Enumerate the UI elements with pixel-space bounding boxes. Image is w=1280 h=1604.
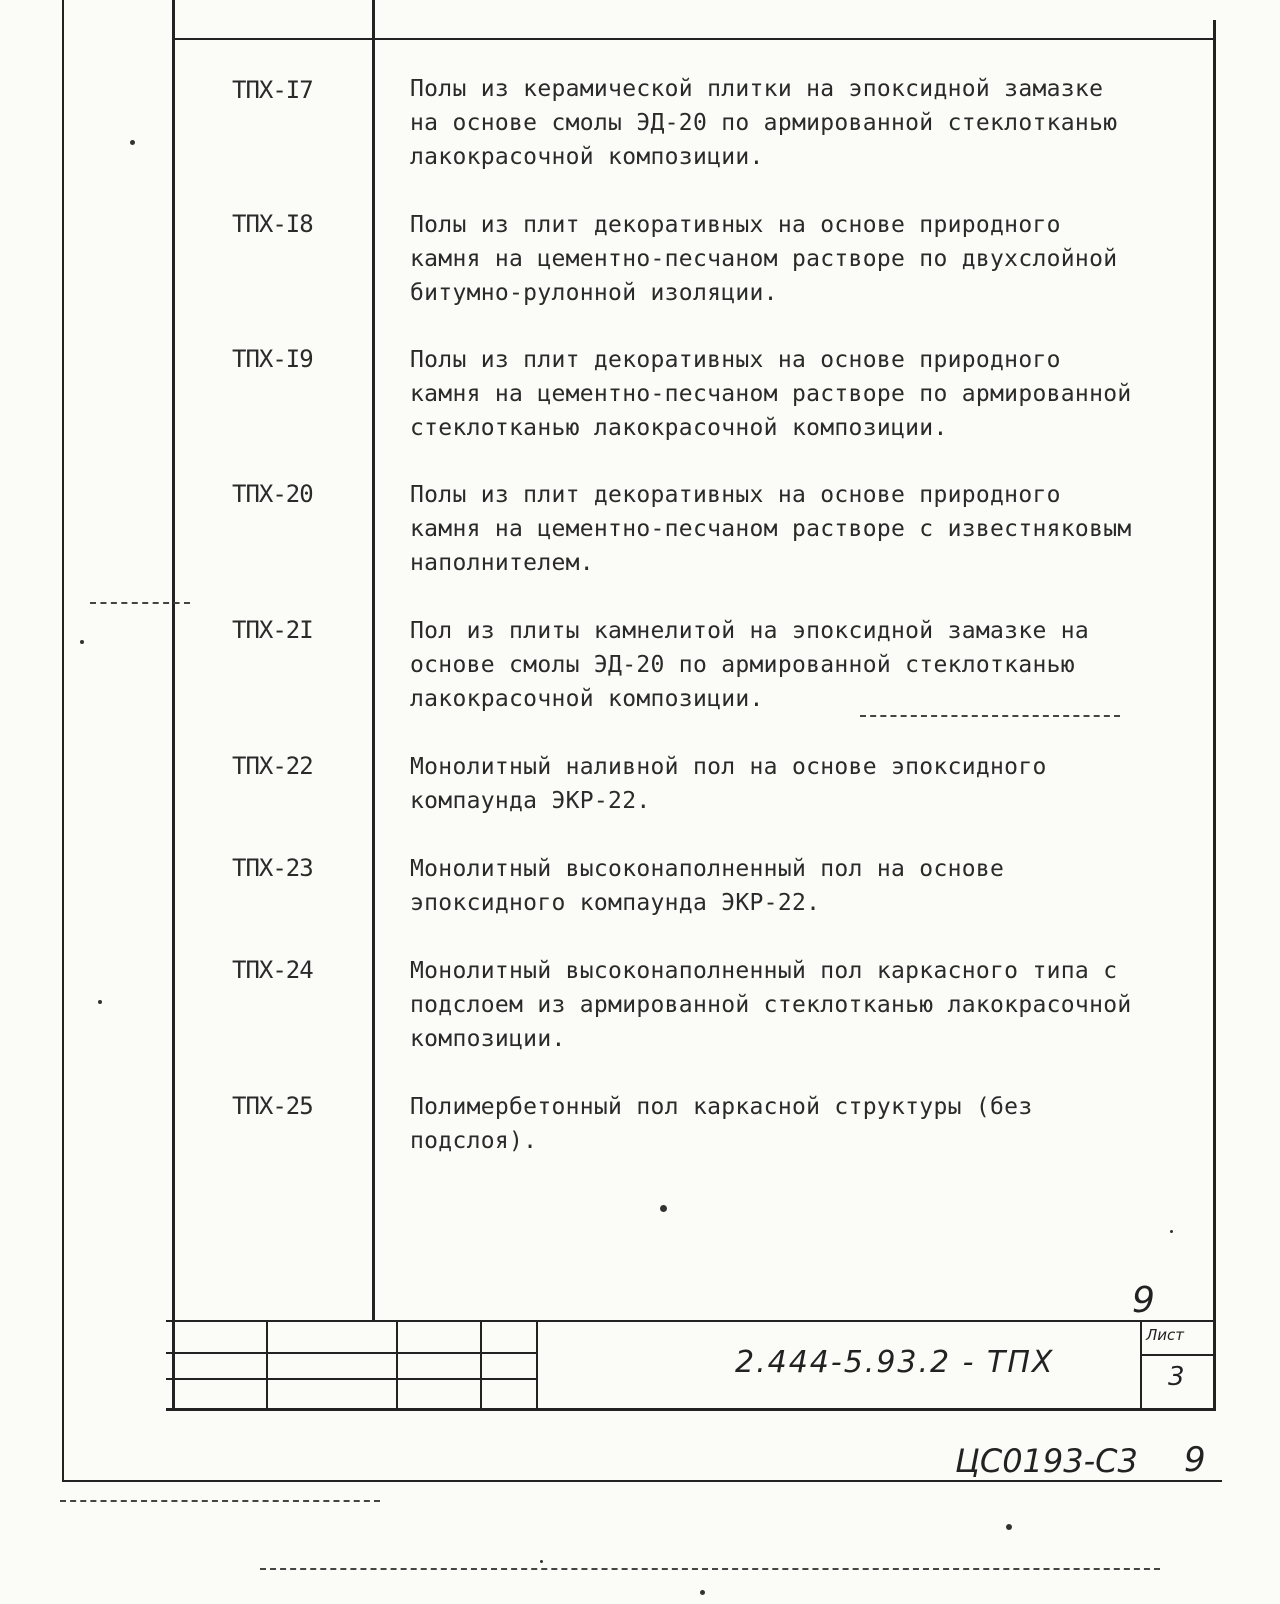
row-description: Полы из плит декоративных на основе природного камня на цементно-песчаном растворе с известняковым наполнителем.	[410, 482, 1132, 576]
row-code: ТПХ-23	[232, 854, 313, 882]
frame-bottom	[166, 1408, 1216, 1411]
row-description: Пол из плиты камнелитой на эпоксидной замазке на основе смолы ЭД-20 по армированной стеклотканью лакокрасочной композиции.	[410, 618, 1090, 712]
cut-mark-bottom-2	[260, 1568, 1160, 1570]
scan-speck	[1170, 1230, 1173, 1233]
row-code: ТПХ-I9	[232, 345, 313, 373]
stamp-col-line	[396, 1320, 398, 1410]
cut-mark-bottom	[60, 1500, 380, 1502]
frame-left	[172, 0, 175, 1410]
archive-code: ЦС0193-С3	[955, 1442, 1138, 1480]
scan-speck	[1006, 1524, 1012, 1530]
stamp-col-line	[480, 1320, 482, 1410]
row-code: ТПХ-20	[232, 480, 313, 508]
row-code: ТПХ-I8	[232, 210, 313, 238]
scan-speck	[98, 1000, 102, 1004]
row-code: ТПХ-25	[232, 1092, 313, 1120]
scan-speck	[700, 1590, 705, 1595]
row-code: ТПХ-I7	[232, 76, 313, 104]
row-description: Монолитный высоконаполненный пол каркасного типа с подслоем из армированной стеклотканью лакокрасочной композиции.	[410, 958, 1132, 1052]
sheet-label: Лист	[1146, 1326, 1185, 1344]
page-number-top: 9	[1132, 1280, 1155, 1321]
stamp-col-line	[536, 1320, 538, 1410]
cut-mark-left	[90, 602, 190, 604]
scan-speck	[80, 640, 84, 644]
sheet-number: 3	[1168, 1362, 1185, 1392]
row-description: Полы из плит декоративных на основе природного камня на цементно-песчаном растворе по двухслойной битумно-рулонной изоляции.	[410, 212, 1118, 306]
document-designation: 2.444-5.93.2 - ТПХ	[735, 1345, 1055, 1380]
row-description: Полимербетонный пол каркасной структуры (без подслоя).	[410, 1094, 1033, 1154]
row-code: ТПХ-22	[232, 752, 313, 780]
row-description: Полы из керамической плитки на эпоксидной замазке на основе смолы ЭД-20 по армированной стеклотканью лакокрасочной композиции.	[410, 76, 1118, 170]
scan-speck	[130, 140, 135, 145]
row-description: Монолитный высоконаполненный пол на основе эпоксидного компаунда ЭКР-22.	[410, 856, 1005, 916]
row-code: ТПХ-2I	[232, 616, 313, 644]
stamp-top-line	[166, 1320, 1216, 1322]
row-description: Полы из плит декоративных на основе природного камня на цементно-песчаном растворе по армированной стеклотканью лакокрасочной композиции.	[410, 347, 1132, 441]
stamp-sheet-divider	[1140, 1354, 1216, 1356]
row-code: ТПХ-24	[232, 956, 313, 984]
frame-left-outer	[62, 0, 64, 1480]
column-divider	[372, 0, 375, 1320]
scan-speck	[540, 1560, 543, 1563]
scan-speck	[660, 1205, 667, 1212]
footer-page-number: 9	[1184, 1440, 1206, 1480]
stamp-col-line	[1140, 1320, 1142, 1410]
stamp-col-line	[266, 1320, 268, 1410]
frame-top	[172, 38, 1216, 40]
frame-right	[1213, 20, 1216, 1410]
row-description: Монолитный наливной пол на основе эпоксидного компаунда ЭКР-22.	[410, 754, 1047, 814]
archive-underline	[950, 1480, 1210, 1482]
